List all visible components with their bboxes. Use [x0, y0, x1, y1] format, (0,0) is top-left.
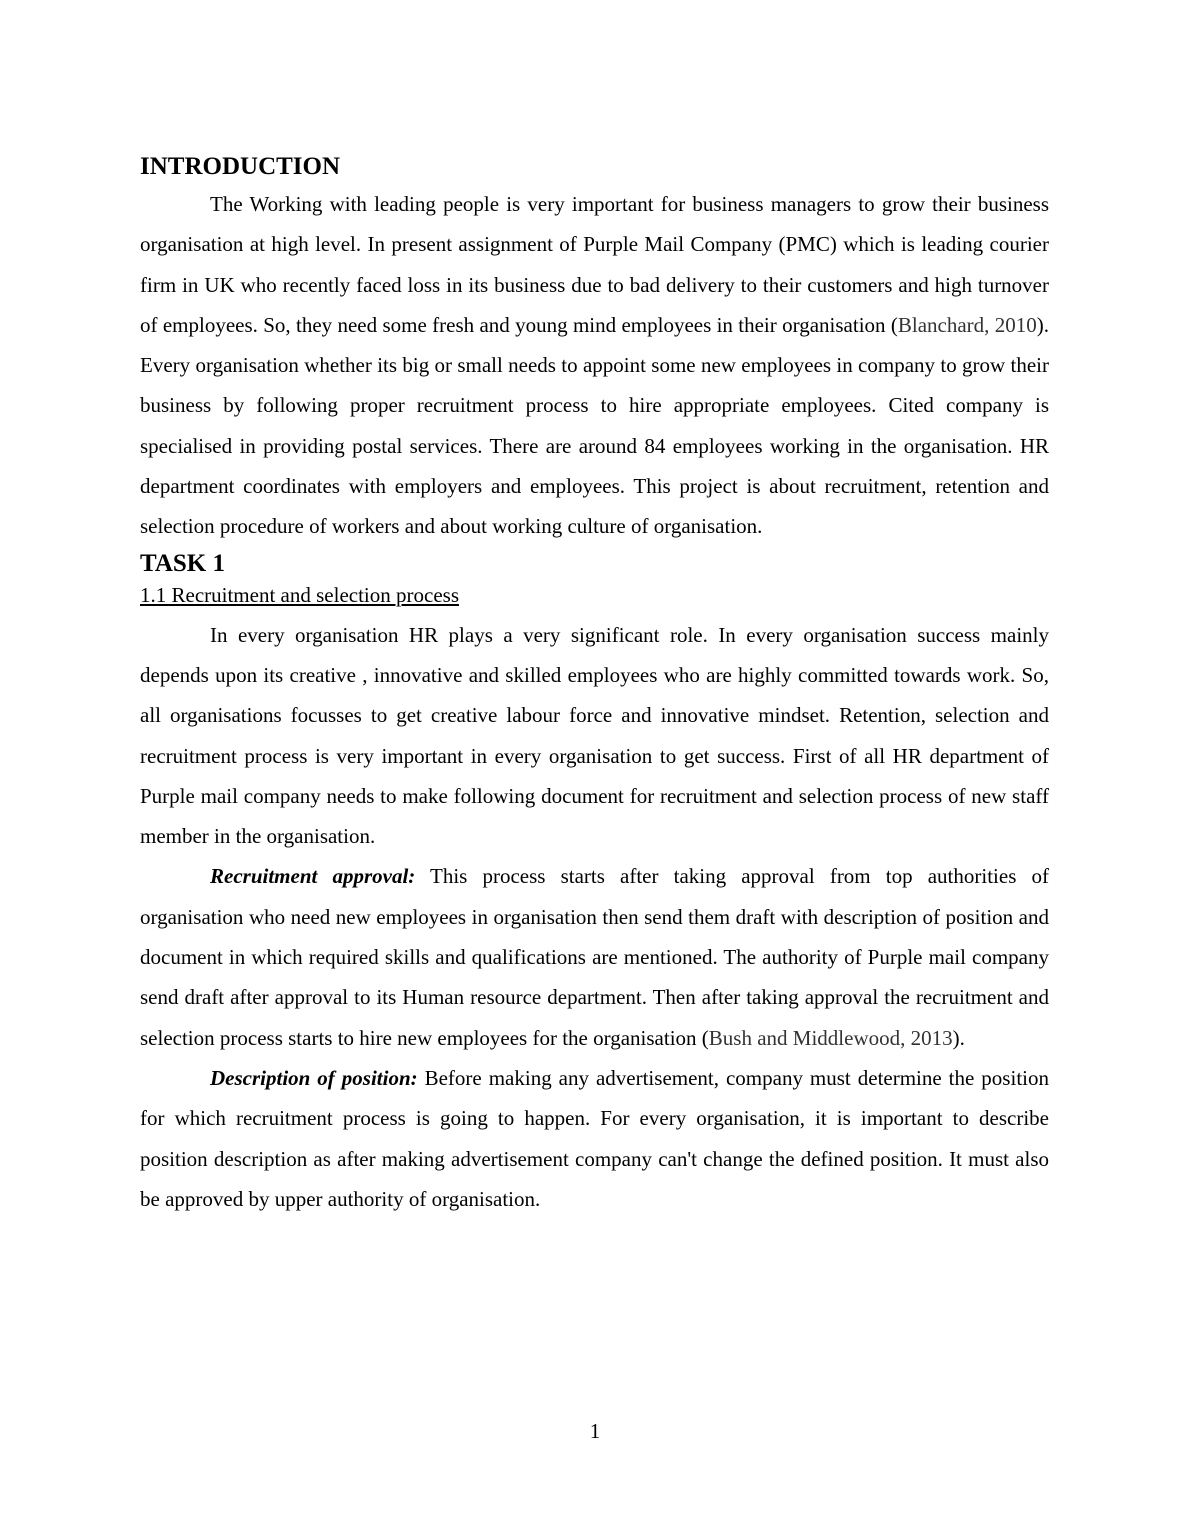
citation-blanchard: Blanchard, 2010	[897, 312, 1037, 337]
recruitment-approval-lead: Recruitment approval:	[210, 864, 416, 889]
description-of-position-paragraph	[140, 1058, 1049, 1219]
citation-bush-middlewood: Bush and Middlewood, 2013	[708, 1025, 953, 1050]
description-of-position-text: Before making any advertisement, company must determine the position for which recruitment process is going to happen. For every organisation, it is important to describe position description as after making advertisement company can't change the defined position. It must also be approved by upper authority of organisation.	[140, 1065, 1049, 1211]
hr-role-paragraph: In every organisation HR plays a very significant role. In every organisation success mainly depends upon its creative , innovative and skilled employees who are highly committed towards work. So, all organisations focusses to get creative labour force and innovative mindset. Retention, selection and recruitment process is very important in every organisation to get success. First of all HR department of Purple mail company needs to make following document for recruitment and selection process of new staff member in the organisation.	[140, 622, 1049, 849]
introduction-paragraph	[140, 184, 1049, 547]
intro-text-part-1: The Working with leading people is very important for business managers to grow their business organisation at high level. In present assignment of Purple Mail Company (PMC) which is leading courier firm in UK who recently faced loss in its business due to bad delivery to their customers and high turnover of employees. So, they need some fresh and young mind employees in their organisation (	[140, 192, 1049, 337]
page-content	[140, 150, 1049, 1219]
intro-text-part-2: ). Every organisation whether its big or small needs to appoint some new employees in company to grow their business by following proper recruitment process to hire appropriate employees. Cited company is specialised in providing postal services. There are around 84 employees working in the organisation. HR department coordinates with employers and employees. This project is about recruitment, retention and selection procedure of workers and about working culture of organisation.	[140, 312, 1049, 539]
recruitment-approval-text-2: ).	[952, 1025, 965, 1050]
recruitment-approval-paragraph	[140, 856, 1049, 1057]
introduction-heading: INTRODUCTION	[140, 153, 341, 180]
section-1-1-subheading: 1.1 Recruitment and selection process	[140, 582, 459, 607]
task1-heading: TASK 1	[140, 549, 225, 577]
page-number: 1	[589, 1419, 601, 1443]
description-of-position-lead: Description of position:	[210, 1065, 418, 1090]
recruitment-approval-text-1: This process starts after taking approval from top authorities of organisation who need new employees in organisation then send them draft with description of position and document in which required skills and qualifications are mentioned. The authority of Purple mail company send draft after approval to its Human resource department. Then after taking approval the recruitment and selection process starts to hire new employees for the organisation (	[140, 864, 1049, 1050]
